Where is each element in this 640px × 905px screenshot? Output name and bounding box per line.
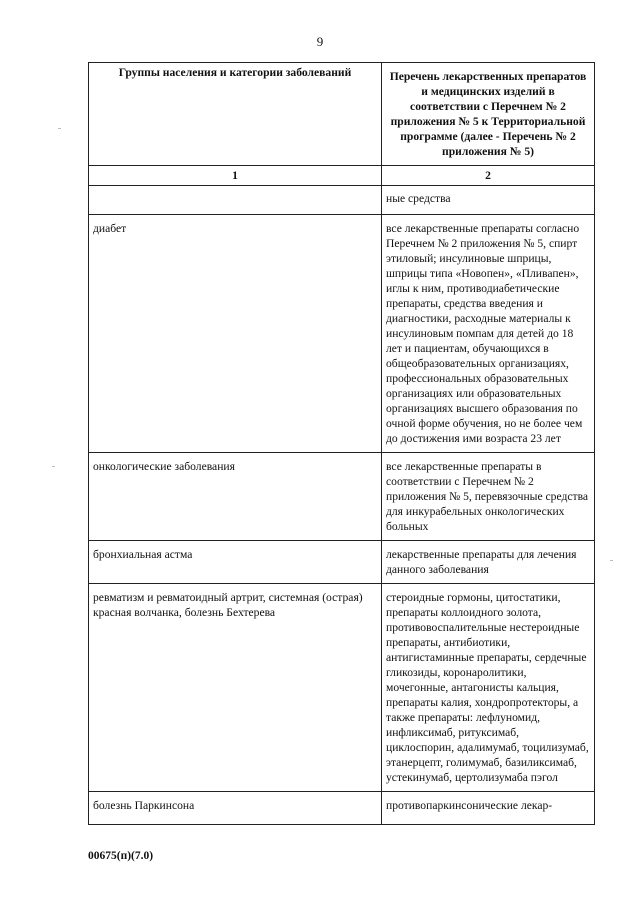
row-group: ревматизм и ревматоидный артрит, системная (острая) красная волчанка, болезнь Бехтерева [89,584,382,792]
header-drug-list: Перечень лекарственных препаратов и медицинских изделий в соответствии с Перечнем № 2 приложения № 5 к Территориальной программе (далее - Перечень № 2 приложения № 5) [382,63,595,166]
row-drug-list: все лекарственные препараты в соответствии с Перечнем № 2 приложения № 5, перевязочные средства для инкурабельных онкологических больных [382,453,595,541]
drug-list-table [88,62,595,825]
row-drug-list: все лекарственные препараты согласно Перечнем № 2 приложения № 5, спирт этиловый; инсулиновые шприцы, шприцы типа «Новопен», «Пливапен», иглы к ним, противодиабетические препараты, средства введения и диагностики, расходные материалы к инсулиновым помпам для детей до 18 лет и пациентам, обучающихся в общеобразовательных организациях, профессиональных образовательных организациях или образовательных организациях высшего образования по очной форме обучения, но не более чем до достижения ими возраста 23 лет [382,215,595,453]
table-row [89,215,595,453]
row-group [89,186,382,215]
document-code: 00675(п)(7.0) [88,850,154,862]
page-number: 9 [316,34,324,49]
row-group: диабет [89,215,382,453]
table-row [89,541,595,584]
row-drug-list: лекарственные препараты для лечения данного заболевания [382,541,595,584]
table-row [89,453,595,541]
table-row [89,186,595,215]
scan-artifact [58,128,61,129]
header-groups: Группы населения и категории заболеваний [89,63,382,166]
row-drug-list: противопаркинсонические лекар- [382,792,595,825]
table-header-row [89,63,595,166]
row-group: болезнь Паркинсона [89,792,382,825]
row-group: онкологические заболевания [89,453,382,541]
table-row [89,792,595,825]
row-drug-list: ные средства [382,186,595,215]
row-group: бронхиальная астма [89,541,382,584]
row-drug-list: стероидные гормоны, цитостатики, препараты коллоидного золота, противовоспалительные нестероидные препараты, антибиотики, антигистаминные препараты, сердечные гликозиды, коронаролитики, мочегонные, антагонисты кальция, препараты калия, хондропротекторы, а также препараты: лефлуномид, инфликсимаб, ритуксимаб, циклоспорин, адалимумаб, тоцилизумаб, этанерцепт, голимумаб, базиликсимаб, устекинумаб, цертолизумаба пэгол [382,584,595,792]
column-number-row [89,166,595,186]
scan-artifact [52,466,55,467]
table-row [89,584,595,792]
column-number-2: 2 [382,166,595,186]
scan-artifact [610,560,613,561]
column-number-1: 1 [89,166,382,186]
